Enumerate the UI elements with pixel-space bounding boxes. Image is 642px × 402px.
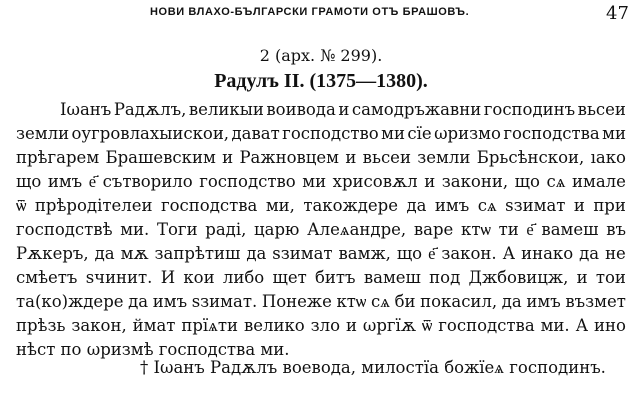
word: сѧ [370, 292, 390, 311]
word: възмет [565, 292, 626, 311]
word: да [501, 292, 522, 311]
word: либо [222, 268, 265, 287]
word: под [429, 268, 461, 287]
word: ωризмо [434, 124, 501, 143]
word: господства [438, 316, 535, 335]
word: ѕчинит. [85, 268, 153, 287]
word: земли [417, 148, 471, 167]
signature-line: † Iωанъ Радѫлъ воевода, милостїа божїеѧ господинъ. [140, 358, 606, 377]
word: ми [302, 172, 327, 191]
word: е҃ [88, 172, 97, 191]
word: и [424, 172, 436, 191]
word: смѣетъ [16, 268, 78, 287]
word: варе [413, 220, 454, 239]
word: ймат [132, 316, 176, 335]
word: ми [602, 124, 626, 143]
word: и [576, 268, 588, 287]
word: Тоги [156, 220, 198, 239]
word: воивода [266, 100, 336, 119]
word: Брьсѣнскои, [476, 148, 585, 167]
word: не [605, 244, 626, 263]
word: ωргїѫ [362, 316, 416, 335]
word: въ [606, 220, 626, 239]
text-line [16, 268, 626, 287]
text-line [16, 124, 626, 143]
word: самодръжавни [351, 100, 482, 119]
word: прѣродітелеи [34, 196, 153, 215]
word: и [345, 316, 357, 335]
word: дават [231, 124, 280, 143]
running-header [0, 3, 642, 25]
word: ктѡ [336, 292, 367, 311]
word: инако [521, 244, 574, 263]
word: запрѣтиш [154, 244, 241, 263]
word: хрисовѫл [332, 172, 418, 191]
word: закон, [71, 316, 127, 335]
word: Iωанъ [60, 100, 112, 119]
text-line [16, 244, 626, 264]
word: ѕзимат [505, 196, 566, 215]
word: мѫ [120, 244, 149, 263]
text-line-content: нѣст по ωризмѣ господства ми. [16, 340, 290, 359]
word: имъ [152, 292, 188, 311]
word: вьсеи [362, 148, 411, 167]
word: що [16, 172, 42, 191]
word: и [345, 148, 357, 167]
word: що [396, 244, 423, 263]
word: що [514, 172, 540, 191]
text-line [16, 196, 626, 216]
word: ѕзимат. [191, 292, 258, 311]
word: ѿ [16, 196, 27, 215]
text-line [60, 100, 626, 119]
word: оугровлахыискои, [71, 124, 230, 143]
word: вьсеи [577, 100, 626, 119]
word: Джбовицж, [468, 268, 569, 287]
word: ми. [540, 316, 570, 335]
word: велико [243, 316, 305, 335]
text-line [16, 148, 626, 167]
word: и [338, 100, 350, 119]
word: Алеѧандре, [307, 220, 407, 239]
word: при [593, 196, 626, 215]
word: е҃ [526, 220, 534, 239]
word: ти [498, 220, 519, 239]
word: сѧ [477, 196, 497, 215]
text-line [16, 340, 290, 359]
word: господства [503, 124, 600, 143]
text-line [16, 220, 626, 240]
word: великыи [188, 100, 264, 119]
word: имъ [526, 292, 561, 311]
word: та(ко)ждере [16, 292, 124, 311]
word: ми. [120, 220, 150, 239]
document-title: Радулъ II. (1375—1380). [214, 70, 428, 92]
word: вамеш [363, 268, 421, 287]
word: ино [593, 316, 626, 335]
text-line [16, 172, 626, 192]
word: прѣгарем [16, 148, 100, 167]
word: А [502, 244, 516, 263]
text-line [16, 292, 626, 312]
word: щет [272, 268, 307, 287]
word: ѕзимат [272, 244, 333, 263]
word: господствѣ [16, 220, 113, 239]
word: закон. [441, 244, 497, 263]
running-title: НОВИ ВЛАХО-БЪЛГАРСКИ ГРАМОТИ ОТЪ БРАШОВЪ. [150, 6, 470, 18]
word: Радѫлъ, [113, 100, 187, 119]
word: царю [254, 220, 300, 239]
word: вамж, [338, 244, 391, 263]
word: имъ [434, 196, 470, 215]
word: е҃ [428, 244, 436, 263]
word: А [575, 316, 589, 335]
word: тои [595, 268, 626, 287]
word: ıако [590, 148, 626, 167]
word: господства [160, 196, 258, 215]
word: ми [381, 124, 405, 143]
word: да [246, 244, 267, 263]
word: закони, [441, 172, 509, 191]
word: зло [310, 316, 341, 335]
word: и [573, 196, 585, 215]
page-number: 47 [606, 3, 629, 24]
word: Рѫкеръ, [16, 244, 89, 263]
word: да [579, 244, 600, 263]
word: сътворило [102, 172, 193, 191]
word: сѧ [546, 172, 566, 191]
word: прѣзь [16, 316, 66, 335]
word: земли [16, 124, 70, 143]
word: господство [199, 172, 296, 191]
word: покасил, [420, 292, 498, 311]
text-line [16, 316, 626, 336]
word: Брашевским [105, 148, 216, 167]
word: вамеш [541, 220, 599, 239]
word: ктѡ [461, 220, 491, 239]
word: имъ [47, 172, 83, 191]
word: раді, [205, 220, 247, 239]
word: имале [572, 172, 626, 191]
word: господство [282, 124, 379, 143]
document-number: 2 (арх. № 299). [259, 46, 383, 65]
word: да [128, 292, 149, 311]
word: И [160, 268, 176, 287]
word: кои [183, 268, 215, 287]
word: битъ [315, 268, 356, 287]
word: Ражновцем [239, 148, 340, 167]
word: прїѧти [181, 316, 239, 335]
word: Понеже [261, 292, 332, 311]
word: би [394, 292, 416, 311]
word: такождере [303, 196, 398, 215]
word: да [94, 244, 115, 263]
word: и [222, 148, 234, 167]
word: ми, [265, 196, 295, 215]
word: господинъ [483, 100, 576, 119]
word: да [406, 196, 427, 215]
word: сїе [407, 124, 432, 143]
word: ѿ [421, 316, 433, 335]
